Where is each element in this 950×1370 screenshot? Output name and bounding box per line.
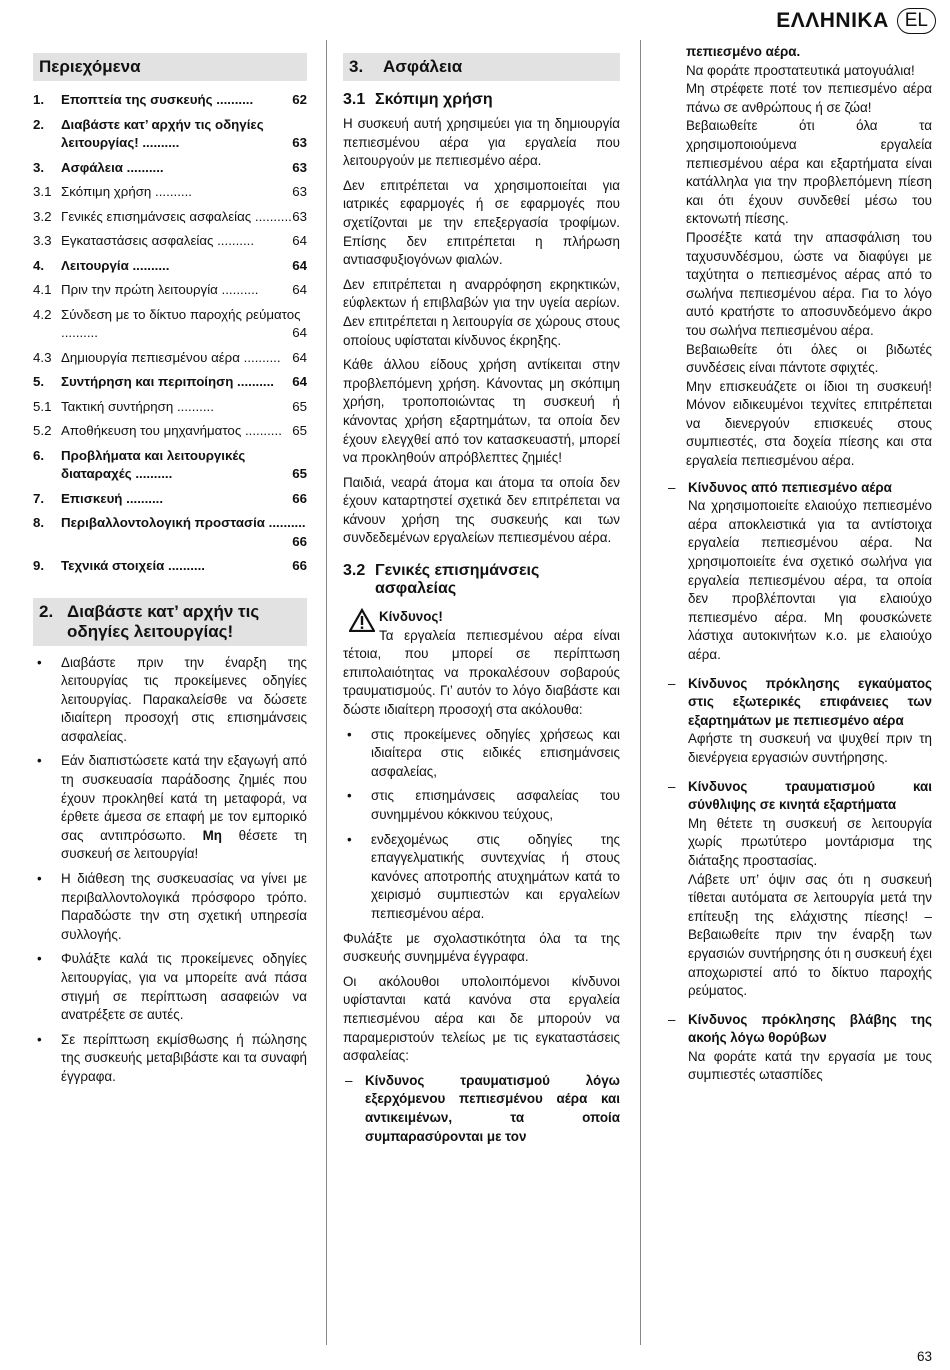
risk-title: Κίνδυνος πρόκλησης βλάβης της ακοής λόγω θορύβων — [688, 1011, 932, 1046]
risk-title: Κίνδυνος τραυματισμού λόγω εξερχόμενου πεπιεσμένου αέρα και αντικειμένων, τα οποία συμπαρασύρονται με τον — [365, 1072, 620, 1144]
section-2-number: 2. — [39, 601, 54, 621]
bullet-item: • στις προκείμενες οδηγίες χρήσεως και ιδιαίτερα στις ειδικές επισημάνσεις ασφαλείας, — [343, 726, 620, 782]
bullet-item — [33, 1031, 307, 1087]
dash-marker: – — [668, 675, 676, 691]
bullet-text: Σε περίπτωση εκμίσθωσης ή πώλησης της συσκευής μεταβιβάστε και τα συναφή έγγραφα. — [61, 1031, 307, 1084]
toc-page: 64 — [292, 257, 307, 273]
column-divider-1 — [326, 40, 327, 1345]
toc-number: 3.3 — [33, 233, 52, 248]
toc-title — [61, 232, 307, 251]
toc-entry — [33, 373, 307, 392]
paragraph: Η συσκευή αυτή χρησιμεύει για τη δημιουργία πεπιεσμένου αέρα για εργαλεία που λειτουργούν με πεπιεσμένο αέρα. — [343, 116, 620, 169]
bullet-item — [33, 654, 307, 747]
section-3-2-title: Γενικές επισημάνσεις ασφαλείας — [375, 562, 540, 598]
toc-page: 63 — [292, 208, 307, 224]
toc-title — [61, 349, 307, 368]
toc-page: 64 — [292, 325, 307, 340]
column-1 — [33, 53, 307, 1093]
toc-entry — [33, 159, 307, 178]
toc-entry — [33, 281, 307, 300]
toc-text: Διαβάστε κατ’ αρχήν τις οδηγίες λειτουργίας! — [61, 116, 264, 150]
toc-page: 62 — [292, 92, 307, 107]
paragraph: Μη στρέφετε ποτέ τον πεπιεσμένο αέρα πάνω σε ανθρώπους ή σε ζώα! — [686, 81, 932, 115]
toc-page: 65 — [292, 398, 307, 414]
warning-block — [343, 608, 620, 720]
page-number: 63 — [916, 1349, 932, 1364]
toc-page: 63 — [292, 135, 307, 150]
risk-item — [666, 1011, 932, 1085]
toc-number: 4. — [33, 257, 45, 273]
toc-text: Γενικές επισημάνσεις ασφαλείας — [61, 208, 252, 224]
section-3-1-heading — [343, 91, 620, 109]
toc-text: Εποπτεία της συσκευής — [61, 92, 213, 107]
warning-text: Τα εργαλεία πεπιεσμένου αέρα είναι τέτοια, που μπορεί σε περίπτωση επιπολαιότητας να προκαλέσουν σοβαρούς τραυματισμούς. Γι’ αυτόν το λόγο διαβάστε και δώστε ιδιαίτερη προσοχή στα ακόλουθα: — [343, 627, 620, 718]
toc-title: Περιεχόμενα — [33, 53, 307, 81]
paragraph: Δεν επιτρέπεται να χρησιμοποιείται για ιατρικές εφαρμογές ή σε εφαρμογές που σχετίζονται με την επεξεργασία τροφίμων. Επίσης δεν επιτρέπεται η πλήρωση αντιασφυξιογόνων φιαλών. — [343, 177, 620, 268]
toc-entry — [33, 349, 307, 368]
toc-leader: .......... — [151, 184, 192, 199]
warning-triangle-icon — [349, 608, 375, 632]
toc-leader: .......... — [122, 490, 164, 506]
toc-title — [61, 281, 307, 300]
bullet-text: Φυλάξτε καλά τις προκείμενες οδηγίες λειτουργίας, για να μπορείτε ανά πάσα στιγμή σε περίπτωση ασαφειών να ανατρέξετε σε αυτές. — [61, 951, 307, 1023]
bullet-item — [33, 870, 307, 944]
toc-page: 64 — [292, 282, 307, 297]
toc-entry — [33, 398, 307, 417]
risk-item — [666, 479, 932, 665]
toc-leader: .......... — [217, 282, 259, 297]
paragraph: Παιδιά, νεαρά άτομα και άτομα τα οποία δεν έχουν καταρτηστεί σχετικά δεν επιτρέπεται να κάνουν χρήση της συσκευής και των συνδεδεμένων εργαλείων πεπιεσμένου αέρα. — [343, 474, 620, 546]
section-2-bullets — [33, 654, 307, 1087]
toc-text: Σκόπιμη χρήση — [61, 184, 152, 199]
paragraph: Μην επισκευάζετε οι ίδιοι τη συσκευή! Μόνον ειδικευμένοι τεχνίτες επιτρέπεται να διενεργούν επισκευές στους συμπιεστές, στα δοχεία πίεσης και στα εργαλεία πεπιεσμένου αέρα. — [686, 378, 932, 469]
toc-entry — [33, 490, 307, 509]
risk-body: Να χρησιμοποιείτε ελαιούχο πεπιεσμένο αέρα αποκλειστικά για τα αντίστοιχα εργαλεία πεπιεσμένου αέρα. Να χρησιμοποιείτε ένα σχετικό σωλήνα για εργαλεία πεπιεσμένου αέρα, τα οποία δεν προβλέπονται για ελαιούχο πεπιεσμένο αέρα. Μη φουσκώνετε λάστιχα αυτοκινήτων κ.ο. με ελαιούχο αέρα. — [688, 498, 932, 662]
risk-continued-title: πεπιεσμένο αέρα. — [686, 44, 801, 59]
toc-leader: .......... — [131, 466, 173, 481]
toc-page: 65 — [292, 466, 307, 481]
toc-page: 66 — [292, 533, 307, 549]
toc-entry — [33, 232, 307, 251]
toc-number: 2. — [33, 116, 45, 132]
paragraph: Κάθε άλλου είδους χρήση αντίκειται στην προβλεπόμενη χρήση. Κάνοντας μη σκόπιμη χρήση, τροποποιώντας τη συσκευή ή κάνοντας χρήση εξαρτημάτων, τα οποία δεν έχουν ελεγχθεί από τον κατασκευαστή, μπορεί να προκληθούν απρόβλεπτες ζημιές! — [343, 357, 620, 466]
section-3-1-number: 3.1 — [343, 91, 366, 108]
bullet-item: • στις επισημάνσεις ασφαλείας του συνημμένου κόκκινου τεύχους, — [343, 787, 620, 824]
toc-number: 1. — [33, 92, 45, 107]
section-3-heading — [343, 53, 620, 81]
section-3-2-heading — [343, 562, 620, 598]
toc-number: 6. — [33, 447, 45, 463]
toc-text: Επισκευή — [61, 490, 123, 506]
toc-entry — [33, 257, 307, 276]
toc-page: 66 — [292, 558, 307, 573]
toc-entry — [33, 183, 307, 202]
risk-title: Κίνδυνος τραυματισμού και σύνθλιψης σε κινητά εξαρτήματα — [688, 778, 932, 813]
toc-title — [61, 422, 307, 441]
paragraph: Δεν επιτρέπεται η αναρρόφηση εκρηκτικών, εύφλεκτων ή επιβλαβών για την υγεία αερίων. Δεν επιτρέπεται η λειτουργία σε χώρους στους οποίους υφίσταται κίνδυνος έκρηξης. — [343, 276, 620, 348]
risk-body: Να φοράτε κατά την εργασία με τους συμπιεστές ωτασπίδες — [688, 1048, 932, 1083]
toc-number: 3.1 — [33, 184, 52, 199]
toc-leader: .......... — [239, 349, 281, 365]
toc-title — [61, 208, 307, 227]
section-3-2-bullets — [343, 726, 620, 924]
toc-leader: .......... — [251, 208, 292, 224]
bullet-item — [33, 950, 307, 1024]
toc-number: 4.1 — [33, 282, 52, 297]
bullet-tail: θέσετε τη συσκευή σε λειτουργία! — [61, 827, 307, 862]
bullet-bold: Μη — [202, 827, 222, 843]
toc-leader: .......... — [233, 374, 274, 389]
language-badge: EL — [897, 8, 936, 34]
toc-entry — [33, 208, 307, 227]
toc-entry — [33, 116, 307, 153]
toc-text: Τεχνικά στοιχεία — [61, 558, 165, 573]
toc-number: 5. — [33, 374, 45, 389]
toc-leader: .......... — [264, 515, 306, 530]
risk-title: Κίνδυνος πρόκλησης εγκαύματος στις εξωτερικές επιφάνειες των εξαρτημάτων με πεπιεσμένο αέρα — [688, 675, 932, 728]
toc-text: Τακτική συντήρηση — [61, 398, 174, 414]
dash-marker: – — [668, 778, 676, 794]
language-header — [776, 8, 936, 34]
column-divider-2 — [640, 40, 641, 1345]
risk-title: Κίνδυνος από πεπιεσμένο αέρα — [688, 479, 892, 495]
toc-leader: .......... — [241, 423, 282, 438]
toc-text: Δημιουργία πεπιεσμένου αέρα — [61, 349, 240, 365]
toc-page: 63 — [292, 184, 307, 199]
toc-text: Προβλήματα και λειτουργικές διαταραχές — [61, 447, 246, 481]
toc-number: 9. — [33, 558, 45, 573]
toc-number: 4.3 — [33, 349, 52, 365]
toc-title — [61, 116, 307, 153]
paragraph: Βεβαιωθείτε ότι όλα τα χρησιμοποιούμενα εργαλεία πεπιεσμένου αέρα και εξαρτήματα είναι κατάλληλα για την προβλεπόμενη πίεση και ότι έχουν συνδεθεί μέσω του εκτονωτή πίεσης. — [686, 118, 932, 227]
toc-page: 66 — [292, 490, 307, 506]
risk-body: Μη θέτετε τη συσκευή σε λειτουργία χωρίς πρωτύτερο μοντάρισμα της διάταξης προστασίας. Λάβετε υπ’ όψιν σας ότι η συσκευή τίθεται αυτόματα σε λειτουργία μετά την επίτευξη της ελάχιστης πίεσης! –Βεβαιωθείτε πριν την έναρξη των εργασιών συντήρησης ότι η συσκευή έχει αποχωριστεί από το δίκτυο παροχής ρεύματος. — [688, 815, 932, 999]
toc-leader: .......... — [128, 257, 170, 273]
toc-text: Αποθήκευση του μηχανήματος — [61, 423, 242, 438]
toc-title — [61, 514, 307, 551]
risk-list — [666, 479, 932, 1085]
risk-item — [666, 675, 932, 768]
toc-number: 5.2 — [33, 423, 52, 438]
toc-title — [61, 183, 307, 202]
toc-number: 3.2 — [33, 208, 52, 224]
paragraph: Βεβαιωθείτε ότι όλες οι βιδωτές συνδέσεις είναι πάντοτε σφιχτές. — [686, 341, 932, 376]
toc-title — [61, 557, 307, 576]
toc-leader: .......... — [212, 92, 254, 107]
residual-risks-text: Οι ακόλουθοι υπολοιπόμενοι κίνδυνοι υφίστανται κατά κανόνα στα εργαλεία πεπιεσμένου αέρα και δε μπορούν να παραμεριστούν τελείως με τις εγκαταστάσεις ασφαλείας: — [343, 973, 620, 1064]
language-title: ΕΛΛΗΝΙΚΑ — [776, 9, 889, 32]
bullet-text: Διαβάστε πριν την έναρξη της λειτουργίας τις προκείμενες οδηγίες λειτουργίας. Παρακαλείσθε να δώσετε ιδιαίτερη προσοχή στις επισημάνσεις ασφαλείας. — [61, 654, 307, 744]
toc-title — [61, 447, 307, 484]
toc-title — [61, 373, 307, 392]
section-2-heading — [33, 598, 307, 646]
section-2-title: Διαβάστε κατ’ αρχήν τις οδηγίες λειτουργίας! — [67, 601, 260, 641]
toc-leader: .......... — [138, 135, 180, 150]
column-3 — [666, 43, 932, 1095]
toc-entry — [33, 514, 307, 551]
toc-page: 64 — [292, 349, 307, 365]
paragraph: Προσέξτε κατά την απασφάλιση του ταχυσυνδέσμου, ώστε να διαφύγει με ταχύτητα ο πεπιεσμένος αέρας από το σωλήνα πεπιεσμένου αέρα. Για το λόγο αυτό κρατήστε το αποσυνδεόμενο άκρο του σωλήνα πεπιεσμένου αέρα. — [686, 229, 932, 338]
risk-continued-body — [666, 62, 932, 471]
section-3-2-number: 3.2 — [343, 562, 366, 580]
section-3-1-title: Σκόπιμη χρήση — [375, 91, 493, 108]
toc-title — [61, 159, 307, 178]
toc-number: 4.2 — [33, 306, 52, 322]
toc-entry — [33, 306, 307, 343]
toc-text: Σύνδεση με το δίκτυο παροχής ρεύματος — [61, 306, 301, 322]
toc-text: Ασφάλεια — [61, 159, 123, 175]
paragraph: Να φοράτε προστατευτικά ματογυάλια! — [686, 62, 915, 78]
toc-page: 65 — [292, 423, 307, 438]
toc-leader: .......... — [61, 325, 98, 340]
toc-text: Εγκαταστάσεις ασφαλείας — [61, 233, 214, 248]
toc-number: 7. — [33, 490, 45, 506]
toc-number: 5.1 — [33, 398, 52, 414]
keep-documents-text: Φυλάξτε με σχολαστικότητα όλα τα της συσκευής συνημμένα έγγραφα. — [343, 930, 620, 965]
toc-text: Περιβαλλοντολογική προστασία — [61, 515, 265, 530]
toc-title — [61, 91, 307, 110]
toc-entry — [33, 422, 307, 441]
warning-label: Κίνδυνος! — [379, 609, 443, 625]
risk-item-compressed-air-objects: – Κίνδυνος τραυματισμού λόγω εξερχόμενου πεπιεσμένου αέρα και αντικειμένων, τα οποία συμπαρασύρονται με τον — [345, 1072, 620, 1144]
dash-marker: – — [668, 479, 676, 495]
toc-entry — [33, 91, 307, 110]
section-3-number: 3. — [349, 57, 364, 76]
toc-number: 8. — [33, 515, 45, 530]
risk-body: Αφήστε τη συσκευή να ψυχθεί πριν τη διενέργεια εργασιών συντήρησης. — [688, 731, 932, 765]
toc-entry — [33, 447, 307, 484]
bullet-item — [33, 752, 307, 864]
toc-leader: .......... — [173, 398, 214, 414]
toc-page: 63 — [292, 159, 307, 175]
toc-title — [61, 490, 307, 509]
toc-entry — [33, 557, 307, 576]
toc-number: 3. — [33, 159, 45, 175]
section-3-title: Ασφάλεια — [383, 57, 463, 76]
toc-leader: .......... — [122, 159, 164, 175]
toc-leader: .......... — [213, 233, 255, 248]
toc-title — [61, 398, 307, 417]
bullet-item: • ενδεχομένως στις οδηγίες της επαγγελματικής συντεχνίας ή στους κανόνες αποτροπής ατυχημάτων κατά το χειρισμό συμπιεστών και εργαλείων πεπιεσμένου αέρα. — [343, 831, 620, 924]
toc-text: Συντήρηση και περιποίηση — [61, 374, 234, 389]
toc-title — [61, 306, 307, 343]
toc-text: Πριν την πρώτη λειτουργία — [61, 282, 218, 297]
toc-page: 64 — [292, 374, 307, 389]
bullet-text: Εάν διαπιστώσετε κατά την εξαγωγή από τη συσκευασία παράδοσης ζημιές που έχουν προκληθεί κατά τη μεταφορά, να έρθετε άμεσα σε επαφή με τον εμπορικό σας αντιπρόσωπο. — [61, 753, 307, 843]
toc-title — [61, 257, 307, 276]
bullet-text: Η διάθεση της συσκευασίας να γίνει με περιβαλλοντολογικά πρόσφορο τρόπο. Παραδώστε την στη σχετική υπηρεσία συλλογής. — [61, 871, 307, 942]
toc-leader: .......... — [164, 558, 205, 573]
risk-item — [666, 778, 932, 1001]
column-2 — [343, 53, 620, 1156]
toc-page: 64 — [292, 233, 307, 248]
dash-marker: – — [668, 1011, 676, 1027]
table-of-contents — [33, 91, 307, 576]
section-3-1-body — [343, 115, 620, 548]
toc-text: Λειτουργία — [61, 257, 129, 273]
